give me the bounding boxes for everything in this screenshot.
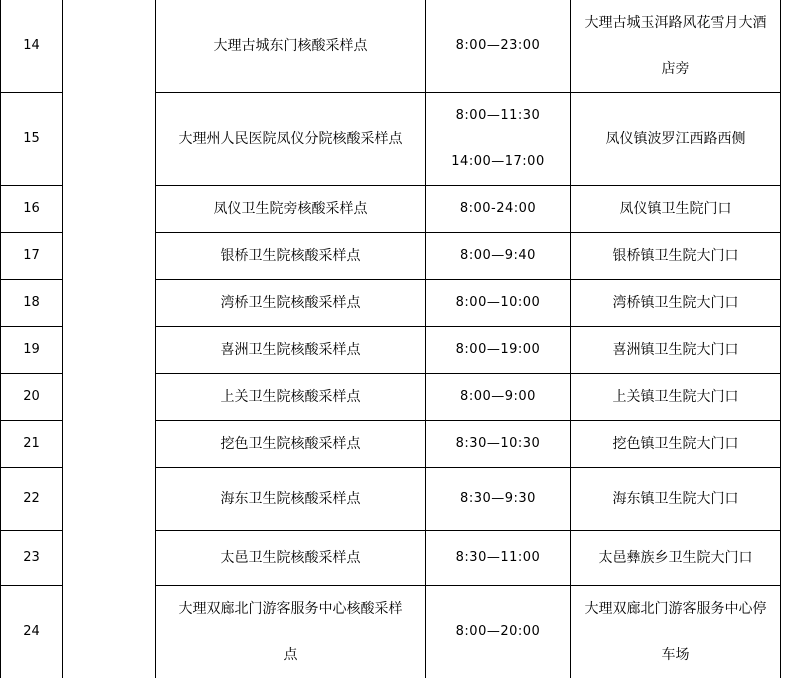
- row-number: 18: [1, 280, 63, 327]
- row-number: 22: [1, 468, 63, 531]
- site-name-line: 大理双廊北门游客服务中心核酸采样: [178, 601, 403, 617]
- site-address: [571, 0, 781, 93]
- site-name: 上关卫生院核酸采样点: [156, 374, 426, 421]
- open-hours: 8:00—10:00: [426, 280, 571, 327]
- open-hours: [426, 0, 571, 93]
- open-hours: 8:00—9:00: [426, 374, 571, 421]
- site-address: 湾桥镇卫生院大门口: [571, 280, 781, 327]
- open-hours: 8:30—11:00: [426, 531, 571, 586]
- open-hours: 8:00—20:00: [426, 586, 571, 679]
- table-row: [1, 0, 781, 93]
- row-number: 16: [1, 186, 63, 233]
- site-address: 凤仪镇卫生院门口: [571, 186, 781, 233]
- site-address: 海东镇卫生院大门口: [571, 468, 781, 531]
- open-hours-line: 8:00—23:00: [455, 38, 541, 53]
- district-cell: [63, 0, 156, 678]
- site-name: 海东卫生院核酸采样点: [156, 468, 426, 531]
- site-address: 凤仪镇波罗江西路西侧: [571, 93, 781, 186]
- open-hours-line: 8:00—11:30: [455, 108, 541, 123]
- site-address: 太邑彝族乡卫生院大门口: [571, 531, 781, 586]
- row-number: 23: [1, 531, 63, 586]
- row-number: 14: [1, 0, 63, 93]
- site-address: 上关镇卫生院大门口: [571, 374, 781, 421]
- site-name: 银桥卫生院核酸采样点: [156, 233, 426, 280]
- open-hours: 8:00-24:00: [426, 186, 571, 233]
- site-name: 大理州人民医院凤仪分院核酸采样点: [156, 93, 426, 186]
- row-number: 20: [1, 374, 63, 421]
- row-number: 19: [1, 327, 63, 374]
- site-name: 凤仪卫生院旁核酸采样点: [156, 186, 426, 233]
- address-line: 车场: [661, 647, 690, 663]
- open-hours: [426, 93, 571, 186]
- site-address: 喜洲镇卫生院大门口: [571, 327, 781, 374]
- site-name: 湾桥卫生院核酸采样点: [156, 280, 426, 327]
- site-address: [571, 586, 781, 679]
- address-line: 店旁: [661, 61, 690, 77]
- open-hours-line: 14:00—17:00: [451, 154, 545, 169]
- site-address: 银桥镇卫生院大门口: [571, 233, 781, 280]
- open-hours: 8:30—9:30: [426, 468, 571, 531]
- row-number: 17: [1, 233, 63, 280]
- site-name-line: 点: [283, 647, 298, 663]
- row-number: 21: [1, 421, 63, 468]
- site-name: 大理古城东门核酸采样点: [156, 0, 426, 93]
- site-name: 挖色卫生院核酸采样点: [156, 421, 426, 468]
- open-hours: 8:00—19:00: [426, 327, 571, 374]
- address-line: 大理古城玉洱路风花雪月大酒: [584, 15, 767, 31]
- site-name: [156, 586, 426, 679]
- open-hours: 8:00—9:40: [426, 233, 571, 280]
- site-name: 太邑卫生院核酸采样点: [156, 531, 426, 586]
- site-address: 挖色镇卫生院大门口: [571, 421, 781, 468]
- row-number: 24: [1, 586, 63, 679]
- site-name: 喜洲卫生院核酸采样点: [156, 327, 426, 374]
- row-number: 15: [1, 93, 63, 186]
- address-line: 大理双廊北门游客服务中心停: [584, 601, 767, 617]
- open-hours: 8:30—10:30: [426, 421, 571, 468]
